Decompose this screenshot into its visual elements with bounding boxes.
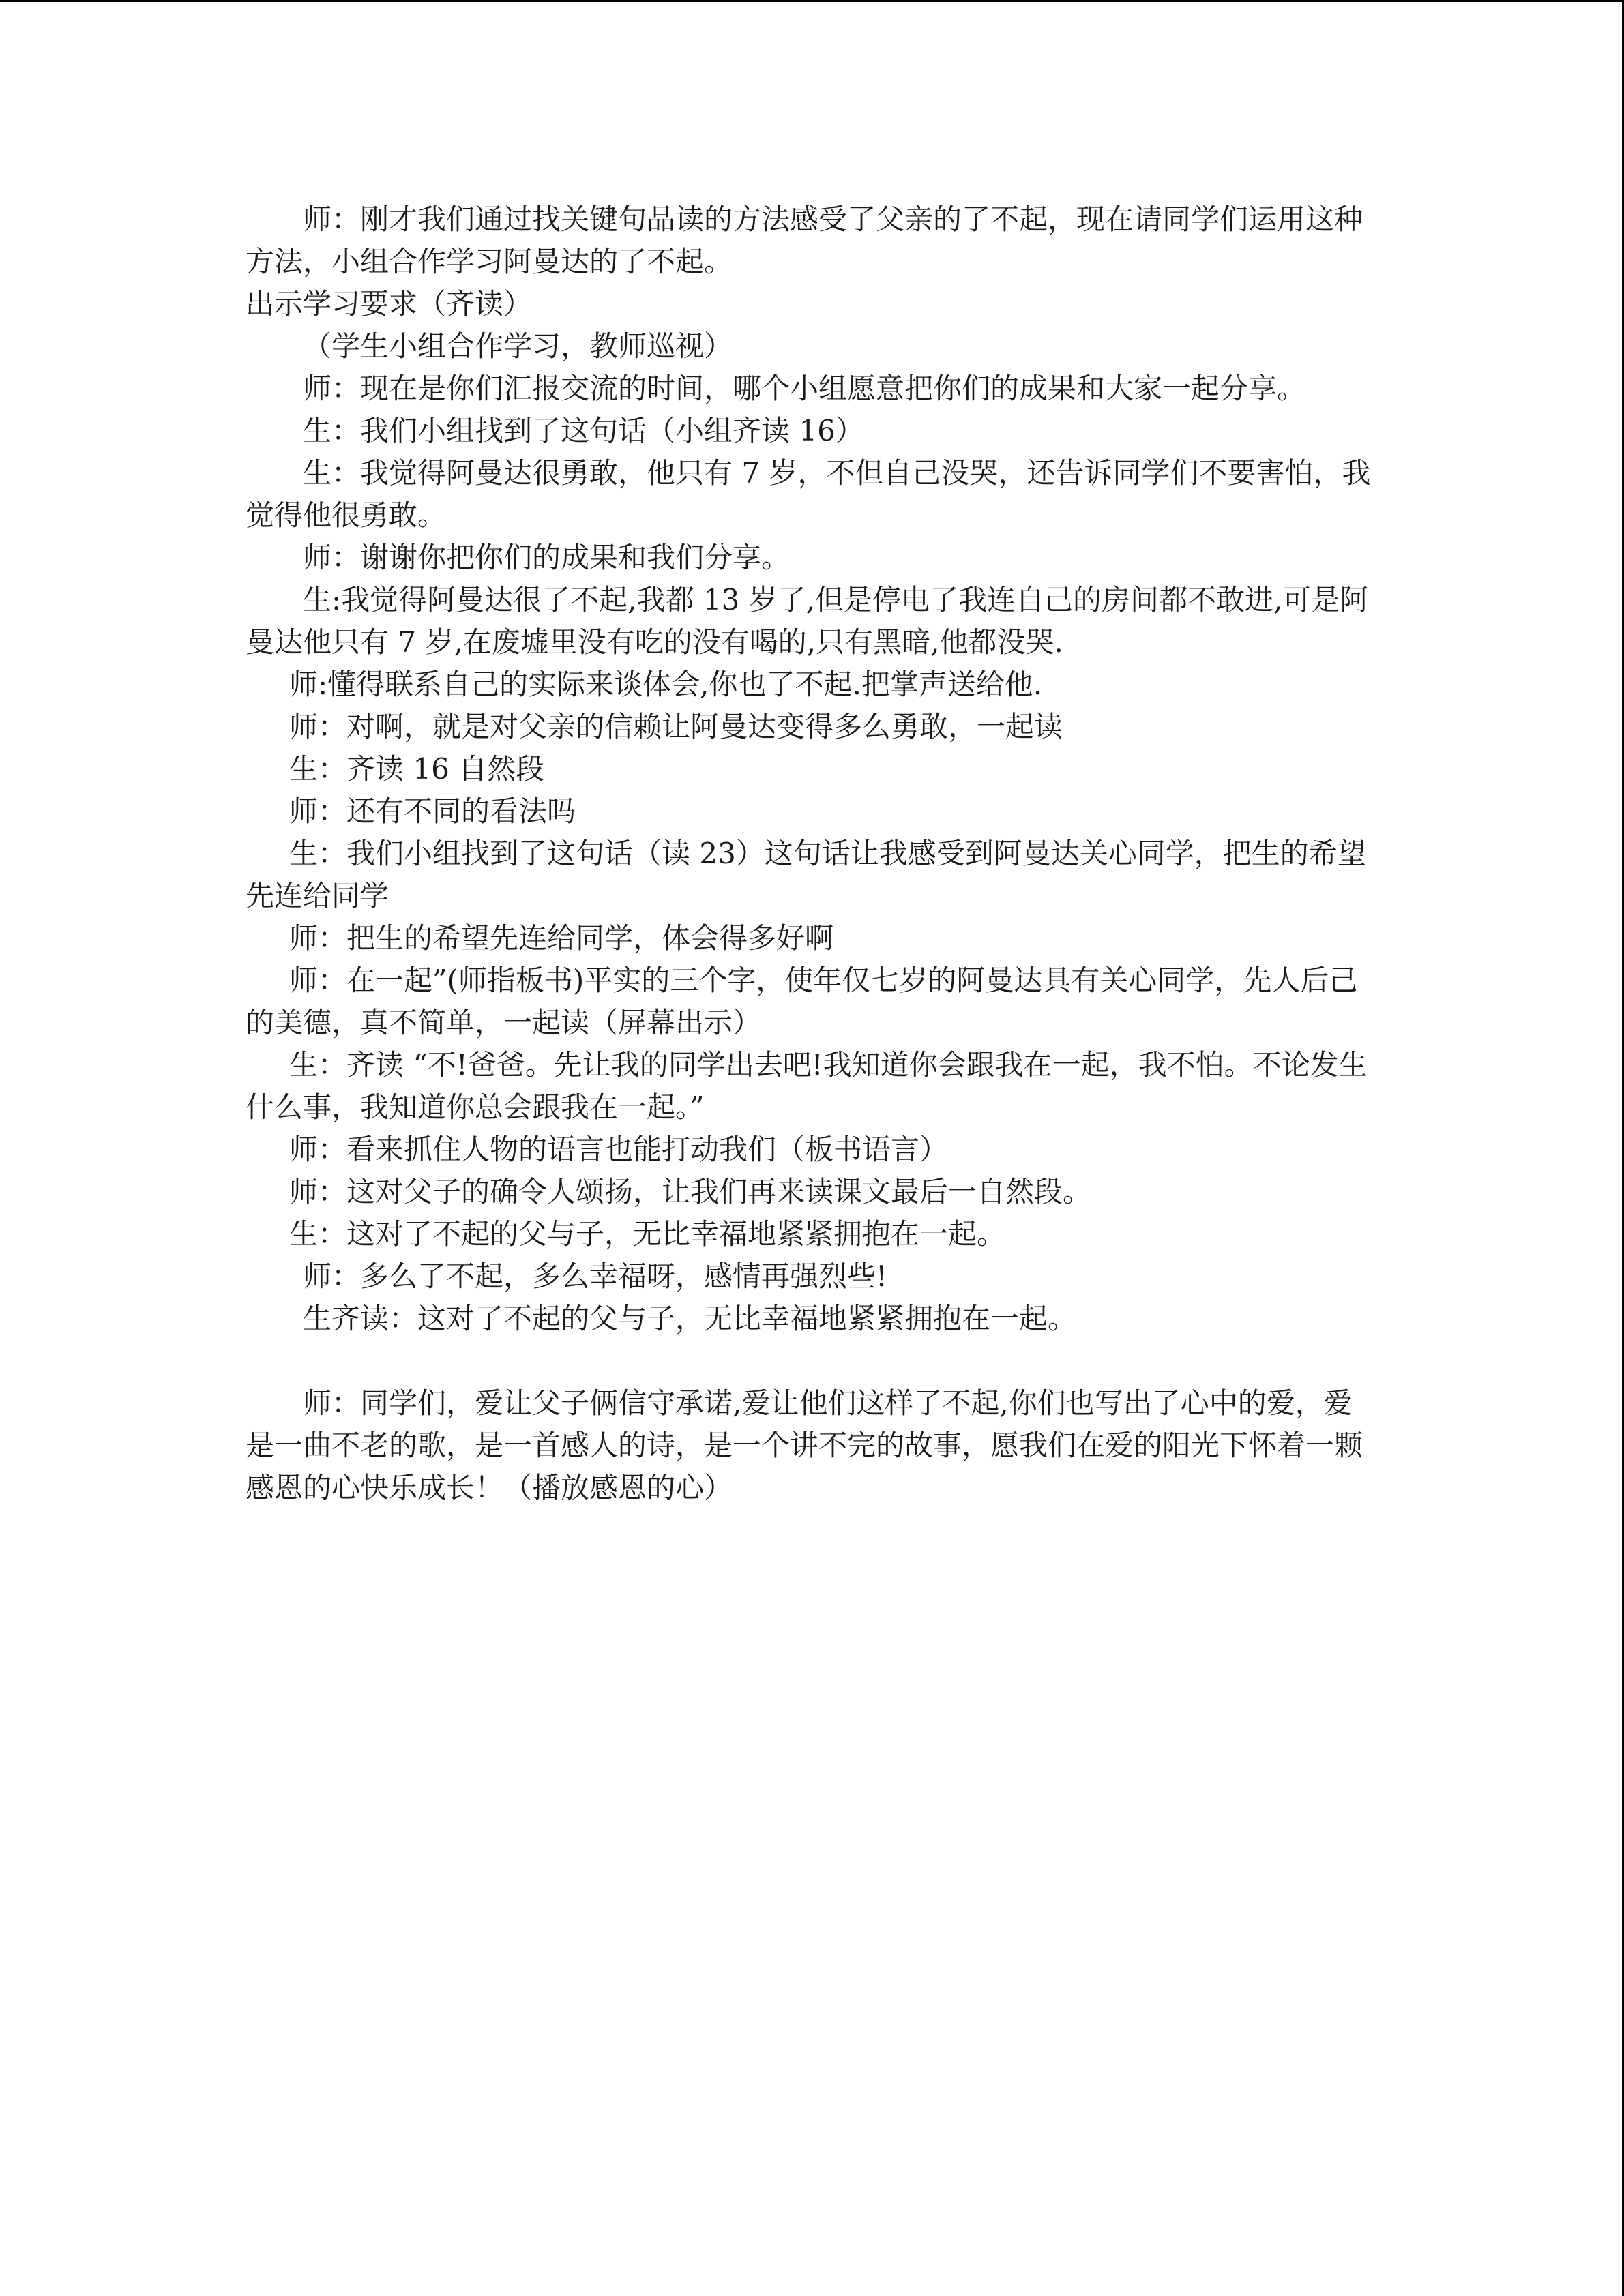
paragraph-11: 生：齐读 16 自然段: [289, 752, 545, 786]
paragraph-5: 生：我们小组找到了这句话（小组齐读 16）: [303, 414, 864, 447]
paragraph-20: 师：多么了不起，多么幸福呀，感情再强烈些!: [303, 1259, 887, 1293]
paragraph-15: 师：在一起”(师指板书)平实的三个字，使年仅七岁的阿曼达具有关心同学，先人后己的美德，真不简单，一起读（屏幕出示）: [246, 964, 1358, 1039]
paragraph-12: 师：还有不同的看法吗: [289, 794, 576, 828]
paragraph-10: 师：对啊，就是对父亲的信赖让阿曼达变得多么勇敢，一起读: [289, 710, 1063, 743]
paragraph-22: 师：同学们，爱让父子俩信守承诺,爱让他们这样了不起,你们也写出了心中的爱，爱是一曲不老的歌，是一首感人的诗，是一个讲不完的故事，愿我们在爱的阳光下怀着一颗感恩的心快乐成长！（播放感恩的心）: [246, 1386, 1363, 1504]
paragraph-3: （学生小组合作学习，教师巡视）: [303, 329, 733, 363]
document-body: [246, 198, 1371, 1509]
paragraph-13: 生：我们小组找到了这句话（读 23）这句话让我感受到阿曼达关心同学，把生的希望先连给同学: [246, 837, 1366, 912]
paragraph-19: 生：这对了不起的父与子，无比幸福地紧紧拥抱在一起。: [289, 1217, 1006, 1251]
paragraph-2: 出示学习要求（齐读）: [246, 287, 533, 320]
paragraph-21: 生齐读：这对了不起的父与子，无比幸福地紧紧拥抱在一起。: [303, 1302, 1077, 1335]
paragraph-4: 师：现在是你们汇报交流的时间，哪个小组愿意把你们的成果和大家一起分享。: [303, 372, 1306, 405]
paragraph-7: 师：谢谢你把你们的成果和我们分享。: [303, 541, 791, 574]
paragraph-gap: [246, 1340, 1371, 1382]
paragraph-1: 师：刚才我们通过找关键句品读的方法感受了父亲的了不起，现在请同学们运用这种方法，小组合作学习阿曼达的了不起。: [246, 203, 1363, 278]
paragraph-9: 师:懂得联系自己的实际来谈体会,你也了不起.把掌声送给他.: [289, 668, 1043, 701]
paragraph-8: 生:我觉得阿曼达很了不起,我都 13 岁了,但是停电了我连自己的房间都不敢进,可是阿曼达他只有 7 岁,在废墟里没有吃的没有喝的,只有黑暗,他都没哭.: [246, 583, 1369, 659]
paragraph-18: 师：这对父子的确令人颂扬，让我们再来读课文最后一自然段。: [289, 1175, 1092, 1208]
paragraph-6: 生：我觉得阿曼达很勇敢，他只有 7 岁，不但自己没哭，还告诉同学们不要害怕，我觉得他很勇敢。: [246, 456, 1371, 532]
paragraph-16: 生：齐读 “不!爸爸。先让我的同学出去吧!我知道你会跟我在一起，我不怕。不论发生什么事，我知道你总会跟我在一起。”: [246, 1048, 1368, 1124]
paragraph-14: 师：把生的希望先连给同学，体会得多好啊: [289, 921, 834, 955]
paragraph-17: 师：看来抓住人物的语言也能打动我们（板书语言）: [289, 1133, 949, 1166]
